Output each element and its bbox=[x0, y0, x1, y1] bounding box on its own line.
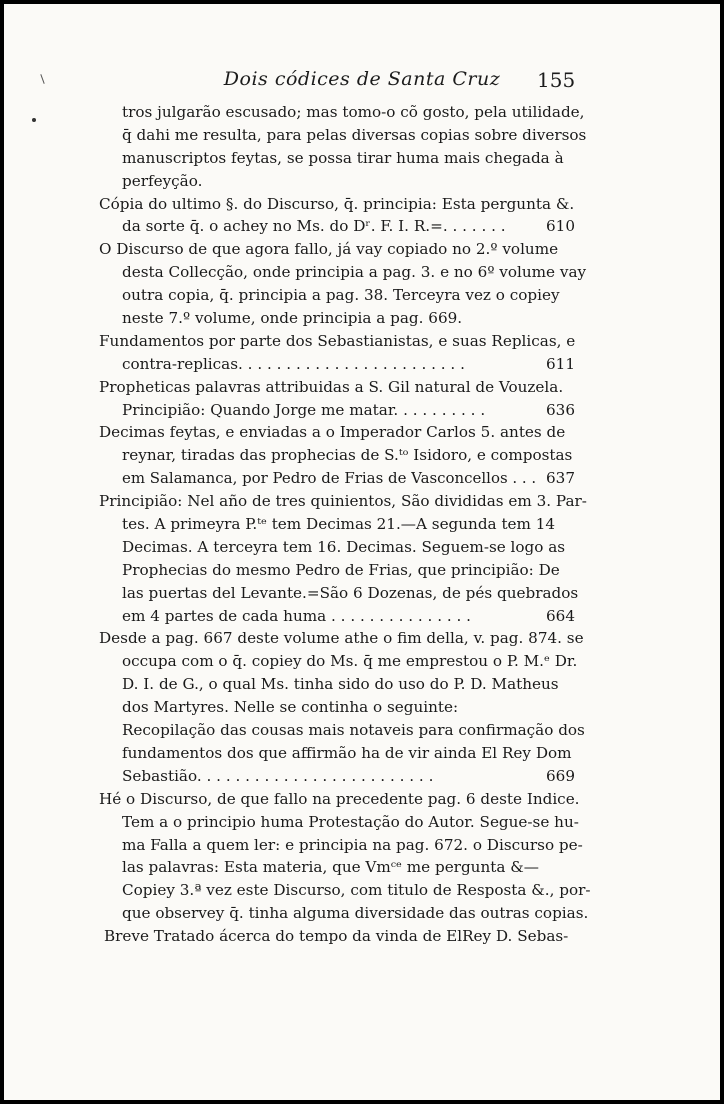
text-line: fundamentos dos que affirmão ha de vir ainda El Rey Dom bbox=[122, 743, 572, 762]
text-line: O Discurso de que agora fallo, já vay copiado no 2.º volume bbox=[99, 240, 559, 259]
text-line: neste 7.º volume, onde principia a pag. 669. bbox=[122, 309, 463, 328]
entry-page-number: 664 bbox=[546, 606, 575, 625]
text-line: Decimas. A terceyra tem 16. Decimas. Seguem-se logo as bbox=[122, 537, 566, 556]
text-line: Sebastião. . . . . . . . . . . . . . . . . . . . . . . . . 669 bbox=[4, 765, 720, 788]
text-line: Decimas feytas, e enviadas a o Imperador Carlos 5. antes de bbox=[99, 423, 566, 442]
entry-page-number: 611 bbox=[546, 354, 575, 373]
text-line: las palavras: Esta materia, que Vmᶜᵉ me pergunta &— bbox=[122, 858, 539, 877]
page-number: 155 bbox=[537, 68, 576, 92]
text-line: Principião: Nel año de tres quinientos, São divididas em 3. Par- bbox=[99, 492, 587, 511]
entry-page-number: 669 bbox=[546, 766, 575, 785]
text-line: occupa com o q̄. copiey do Ms. q̄ me emprestou o P. M.ᵉ Dr. bbox=[122, 652, 578, 671]
text-line: reynar, tiradas das prophecias de S.ᵗᵒ Isidoro, e compostas bbox=[122, 446, 573, 465]
text-line: em 4 partes de cada huma . . . . . . . . . . . . . . . 664 bbox=[4, 605, 720, 628]
entry-page-number: 610 bbox=[546, 217, 575, 236]
text-line: Cópia do ultimo §. do Discurso, q̄. principia: Esta pergunta &. bbox=[99, 194, 575, 213]
text-line: q̄ dahi me resulta, para pelas diversas copias sobre diversos bbox=[122, 125, 587, 144]
text-line: tes. A primeyra P.ᵗᵉ tem Decimas 21.—A segunda tem 14 bbox=[122, 515, 556, 534]
entry-page-number: 636 bbox=[546, 400, 575, 419]
text-line: dos Martyres. Nelle se continha o seguinte: bbox=[122, 698, 459, 717]
text-line: perfeyção. bbox=[122, 171, 203, 190]
text-line: tros julgarão escusado; mas tomo-o cõ gosto, pela utilidade, bbox=[122, 103, 585, 121]
text-line: Recopilação das cousas mais notaveis para confirmação dos bbox=[122, 721, 585, 740]
text-line: Tem a o principio huma Protestação do Autor. Segue-se hu- bbox=[122, 812, 579, 831]
running-title: Dois códices de Santa Cruz bbox=[223, 68, 501, 90]
text-line: em Salamanca, por Pedro de Frias de Vasconcellos . . . 637 bbox=[4, 467, 720, 490]
text-line: manuscriptos feytas, se possa tirar huma mais chegada à bbox=[122, 148, 564, 167]
text-line: outra copia, q̄. principia a pag. 38. Terceyra vez o copiey bbox=[122, 286, 560, 305]
text-line: contra-replicas. . . . . . . . . . . . . . . . . . . . . . . . 611 bbox=[4, 353, 720, 376]
book-page bbox=[4, 4, 720, 1100]
text-line: Fundamentos por parte dos Sebastianistas, e suas Replicas, e bbox=[99, 331, 576, 350]
text-line: desta Collecção, onde principia a pag. 3. e no 6º volume vay bbox=[122, 263, 587, 282]
text-line: da sorte q̄. o achey no Ms. do Dʳ. F. I. R.=. . . . . . . 610 bbox=[4, 215, 720, 238]
text-line: Breve Tratado ácerca do tempo da vinda de ElRey D. Sebas- bbox=[104, 927, 569, 946]
text-line: las puertas del Levante.=São 6 Dozenas, de pés quebrados bbox=[122, 583, 579, 602]
text-line: Hé o Discurso, de que fallo na precedente pag. 6 deste Indice. bbox=[99, 789, 580, 808]
text-line: que observey q̄. tinha alguma diversidade das outras copias. bbox=[122, 904, 589, 923]
text-line: Copiey 3.ª vez este Discurso, com titulo de Resposta &., por- bbox=[122, 881, 591, 900]
text-line: Principião: Quando Jorge me matar. . . . . . . . . . 636 bbox=[4, 399, 720, 422]
text-line: Prophecias do mesmo Pedro de Frias, que principião: De bbox=[122, 560, 560, 579]
index-text bbox=[4, 101, 720, 948]
text-line: ma Falla a quem ler: e principia na pag. 672. o Discurso pe- bbox=[122, 835, 583, 854]
text-line: Propheticas palavras attribuidas a S. Gil natural de Vouzela. bbox=[99, 377, 564, 396]
text-line: Desde a pag. 667 deste volume athe o fim della, v. pag. 874. se bbox=[99, 629, 584, 648]
entry-page-number: 637 bbox=[546, 469, 575, 488]
text-line: D. I. de G., o qual Ms. tinha sido do uso do P. D. Matheus bbox=[122, 675, 559, 694]
